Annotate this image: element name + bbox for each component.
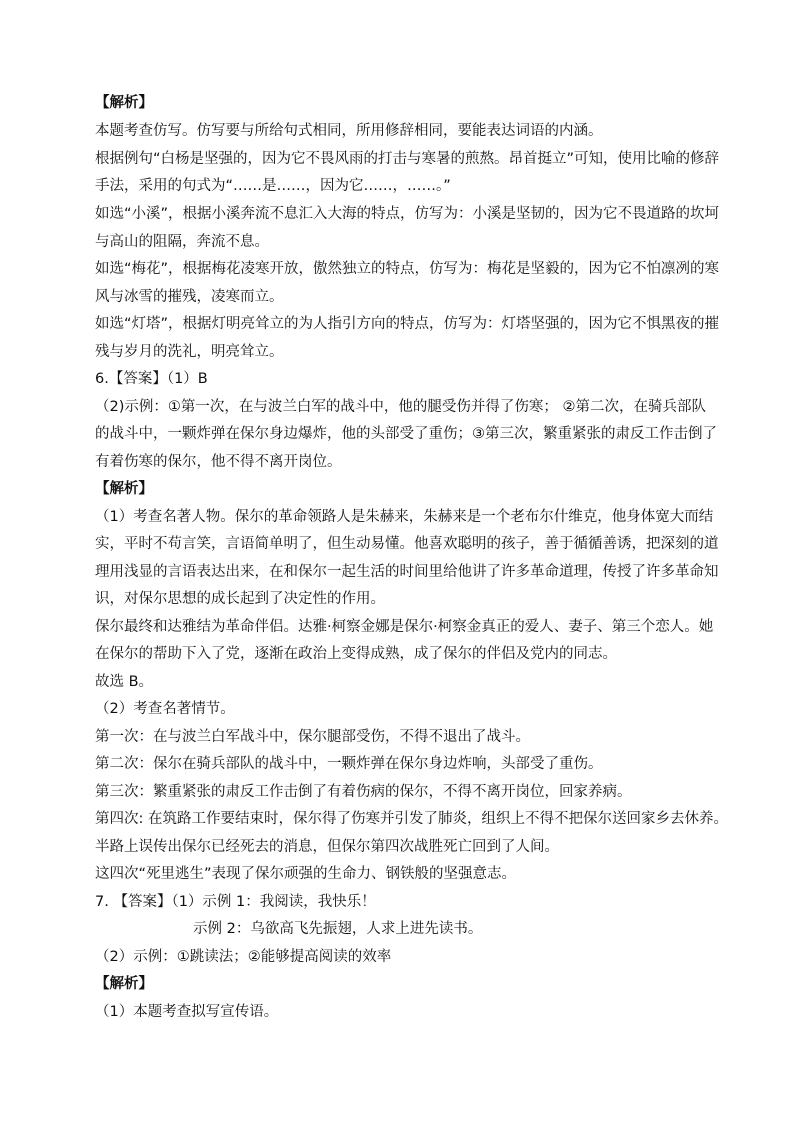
text-line: 如选“梅花”，根据梅花凌寒开放，傲然独立的特点，仿写为：梅花是坚毅的，因为它不怕凛冽的寒 bbox=[95, 261, 720, 277]
text-line: （2）示例：①跳读法；②能够提高阅读的效率 bbox=[95, 949, 392, 965]
text-line: 第四次: 在筑路工作要结束时，保尔得了伤寒并引发了肺炎，组织上不得不把保尔送回家乡去休养。 bbox=[95, 811, 728, 827]
text-line: 故选 B。 bbox=[95, 674, 154, 690]
text-line: （2)示例：①第一次，在与波兰白军的战斗中，他的腿受伤并得了伤寒； ②第二次，在骑兵部队 bbox=[95, 399, 706, 415]
text-line: 实，平时不苟言笑，言语简单明了，但生动易懂。他喜欢聪明的孩子，善于循循善诱，把深刻的道 bbox=[95, 536, 719, 552]
text-line: 第二次：保尔在骑兵部队的战斗中，一颗炸弹在保尔身边炸响，头部受了重伤。 bbox=[95, 756, 603, 772]
text-line: 识，对保尔思想的成长起到了决定性的作用。 bbox=[95, 591, 385, 607]
text-line: 残与岁月的洗礼，明亮耸立。 bbox=[95, 344, 284, 360]
text-line: 半路上误传出保尔已经死去的消息，但保尔第四次战胜死亡回到了人间。 bbox=[95, 839, 559, 855]
text-line: 的战斗中，一颗炸弹在保尔身边爆炸，他的头部受了重伤；③第三次，繁重紧张的肃反工作击倒了 bbox=[95, 426, 717, 442]
section-heading-analysis: 【解析】 bbox=[95, 481, 153, 497]
text-line: 第三次：繁重紧张的肃反工作击倒了有着伤病的保尔，不得不离开岗位，回家养病。 bbox=[95, 784, 632, 800]
text-line: （1）本题考查拟写宣传语。 bbox=[95, 1004, 279, 1020]
text-line: 在保尔的帮助下入了党，逐渐在政治上变得成熟，成了保尔的伴侣及党内的同志。 bbox=[95, 646, 617, 662]
text-line: 根据例句“白杨是坚强的，因为它不畏风雨的打击与寒暑的煎熬。昂首挺立”可知，使用比喻的修辞 bbox=[95, 151, 720, 167]
text-line: 与高山的阻隔，奔流不息。 bbox=[95, 234, 269, 250]
text-line: 这四次“死里逃生”表现了保尔顽强的生命力、钢铁般的坚强意志。 bbox=[95, 866, 517, 882]
text-line: （1）考查名著人物。保尔的革命领路人是朱赫来，朱赫来是一个老布尔什维克，他身体宽大而结 bbox=[95, 509, 714, 525]
text-line: 保尔最终和达雅结为革命伴侣。达雅·柯察金娜是保尔·柯察金真正的爱人、妻子、第三个恋人。她 bbox=[95, 619, 714, 635]
text-line: 第一次：在与波兰白军战斗中，保尔腿部受伤，不得不退出了战斗。 bbox=[95, 729, 530, 745]
text-line: 示例 2：乌欲高飞先振翅，人求上进先读书。 bbox=[193, 921, 483, 937]
text-line: （2）考查名著情节。 bbox=[95, 701, 235, 717]
section-heading-analysis: 【解析】 bbox=[95, 976, 153, 992]
text-line: 手法，采用的句式为“……是……，因为它……，……。” bbox=[95, 178, 451, 194]
answer-heading-6: 6.【答案】（1）B bbox=[95, 371, 208, 387]
section-heading-analysis: 【解析】 bbox=[95, 95, 153, 111]
text-line: 如选“小溪”，根据小溪奔流不息汇入大海的特点，仿写为：小溪是坚韧的，因为它不畏道路的坎坷 bbox=[95, 206, 720, 222]
text-line: 风与冰雪的摧残，凌寒而立。 bbox=[95, 289, 284, 305]
text-line: 有着伤寒的保尔，他不得不离开岗位。 bbox=[95, 454, 342, 470]
text-line: 本题考查仿写。仿写要与所给句式相同，所用修辞相同，要能表达词语的内涵。 bbox=[95, 123, 603, 139]
answer-heading-7: 7. 【答案】（1）示例 1：我阅读，我快乐！ bbox=[95, 894, 376, 910]
text-line: 如选“灯塔”，根据灯明亮耸立的为人指引方向的特点，仿写为：灯塔坚强的，因为它不惧黑夜的摧 bbox=[95, 316, 720, 332]
text-line: 理用浅显的言语表达出来，在和保尔一起生活的时间里给他讲了许多革命道理，传授了许多革命知 bbox=[95, 564, 719, 580]
